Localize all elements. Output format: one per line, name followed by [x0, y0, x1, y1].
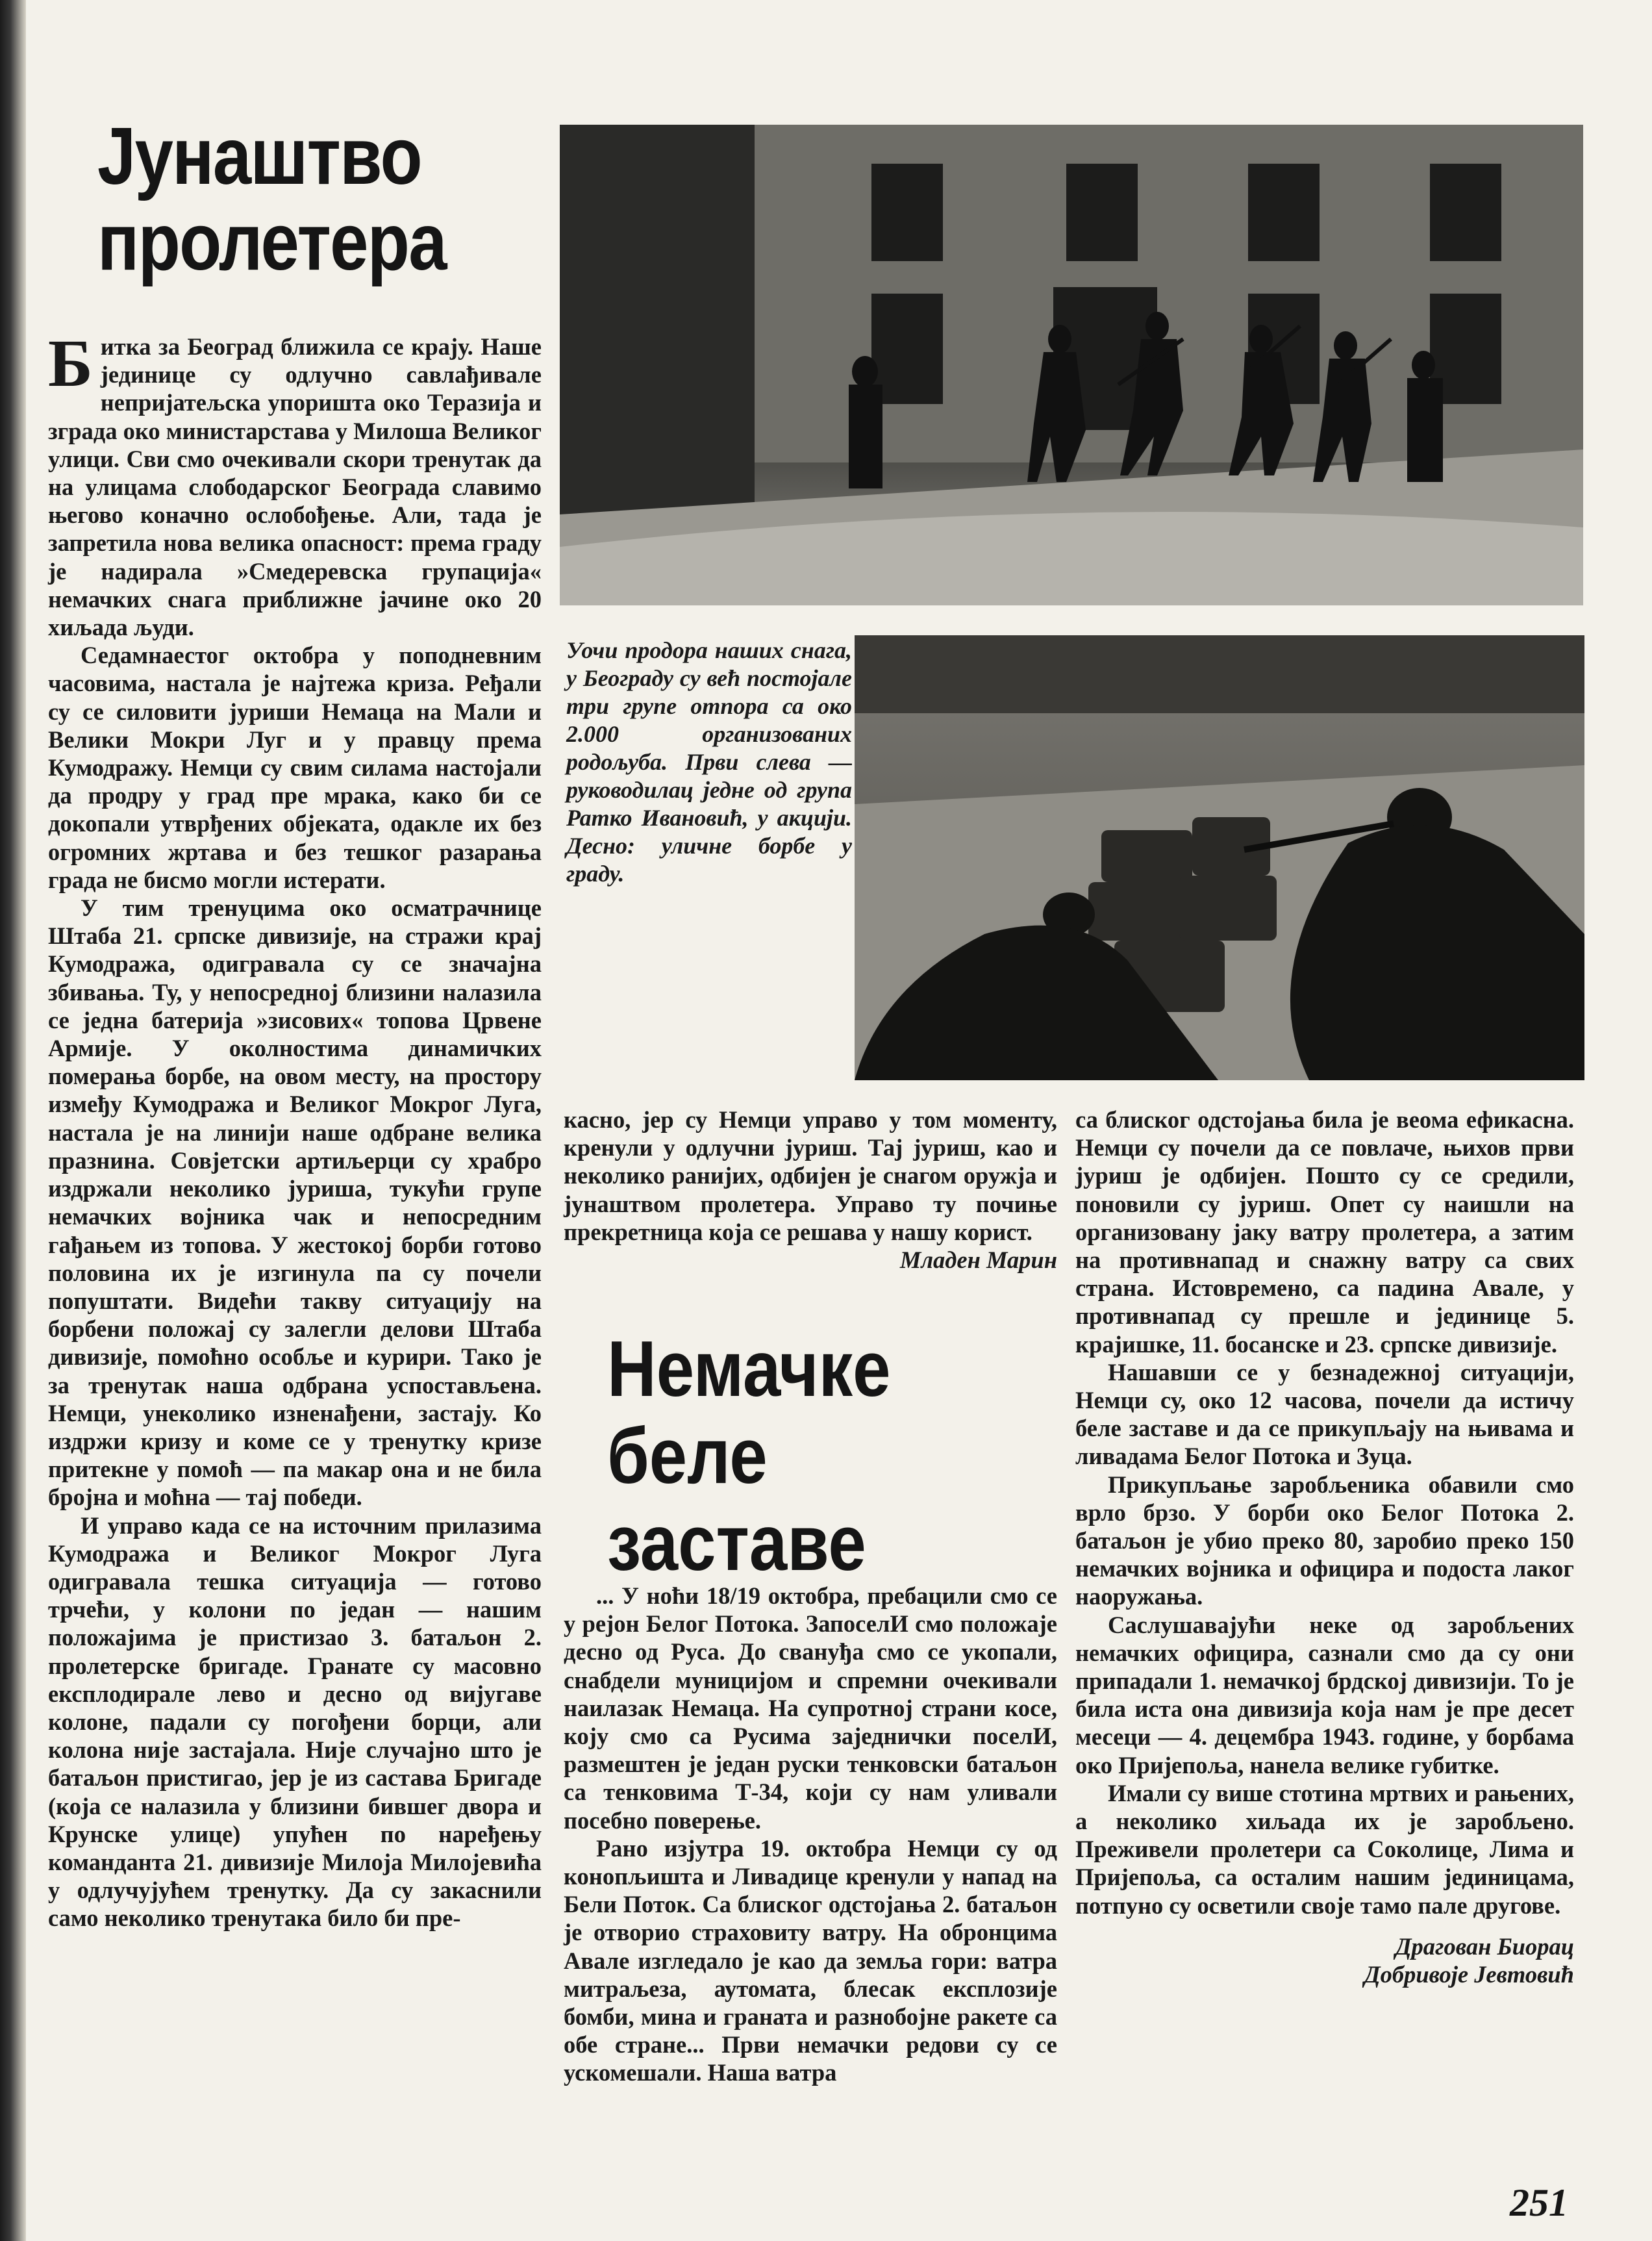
- article-column-1: [48, 326, 542, 2151]
- article-paragraph: Саслушавајући неке од заробљених немачких официра, сазнали смо да су они припадали 1. немачкој брдској дивизији. То је била иста она дивизија која нам је пре десет месеци — 4. децембра 1943. године, у борбама око Пријепоља, нанела велике губитке.: [1075, 1611, 1574, 1779]
- article-paragraph: [48, 326, 542, 641]
- title-line: заставе: [607, 1499, 866, 1587]
- article-paragraph: У тим тренуцима око осматрачнице Штаба 21. српске дивизије, на стражи крај Кумодража, одигравала су се значајна збивања. Ту, у непосредној близини налазила се једна батерија »зисових« топова Црвене Армије. У околностима динамичких померања борбе, на овом месту, на простору између Кумодража и Великог Мокрог Луга, настала је на линији наше одбране велика празнина. Совјетски артиљерци су храбро издржали неколико јуриша, тукући групе немачких војника чак и непосредним гађањем из топова. У жестокој борби готово половина их је изгинула па су почели попуштати. Видећи такву ситуацију на борбени положај су залегли делови Штаба дивизије, помоћно особље и курири. Тако је за тренутак наша одбрана успостављена. Немци, унеколико изненађени, застају. Ко издржи кризу и коме се у тренутку кризе притекне у помоћ — па макар она и не била бројна и моћна — тај победи.: [48, 894, 542, 1511]
- article-title-1: [97, 114, 499, 285]
- title-line: беле: [607, 1412, 768, 1500]
- title-line: Јунаштво: [97, 112, 421, 201]
- title-line: Немачке: [607, 1324, 891, 1413]
- author-signature: Драгован Биорац: [1395, 1932, 1574, 1960]
- article-paragraph: Прикупљање заробљеника обавили смо врло брзо. У борби око Белог Потока 2. батаљон је убио преко 80, заробио преко 150 немачких војника и официра и подоста лаког наоружања.: [1075, 1471, 1574, 1610]
- article-column-2-top: [564, 1106, 1057, 1274]
- dropcap-letter: Б: [48, 326, 93, 401]
- article-paragraph: Седамнаестог октобра у поподневним часовима, настала је најтежа криза. Ређали су се силовити јуриши Немаца на Мали и Велики Мокри Луг и у правцу према Кумодражу. Немци су свим силама настојали да продру у град пре мрака, како би се докопали утврђених објеката, одакле их без огромних жртава и без тешког разарања града не бисмо могли истерати.: [48, 642, 542, 893]
- author-signature: Добривоје Јевтовић: [1364, 1961, 1574, 1988]
- article-paragraph: И управо када се на источним прилазима Кумодража и Великог Мокрог Луга одигравала тешка ситуација — готово трчећи, у колони по један — нашим положајима је пристизао 3. батаљон 2. пролетерске бригаде. Гранате су масовно експлодирале лево и десно од вијугаве колоне, падали су погођени борци, али колона није застајала. Није случајно што је батаљон пристигао, јер је из састава Бригаде (која се налазила у близини бившег двора и Крунске улице) упућен по наређењу команданта 21. дивизије Милоја Милојевића у одлучујућем тренутку. Да су закаснили само неколико тренутака било би пре-: [48, 1512, 542, 1932]
- page-binding-shadow: [0, 0, 26, 2241]
- photo-street-fighters: [560, 125, 1583, 605]
- article-paragraph: касно, јер су Немци управо у том моменту, кренули у одлучни јуриш. Тај јуриш, као и неколико ранијих, одбијен је снагом оружја и јунаштвом пролетера. Управо ту почиње прекретница која се решава у нашу корист.: [564, 1106, 1057, 1245]
- paragraph-text: итка за Београд ближила се крају. Наше јединице су одлучно савлађивале непријатељска упоришта око Теразија и зграда око министарстава у Милоша Великог улици. Сви смо очекивали скори тренутак да на улицама слободарског Београда славимо његово коначно ослобођење. Али, тада је запретила нова велика опасност: према граду је надирала »Смедеревска групација« немачких снага приближне јачине око 20 хиљада људи.: [48, 333, 542, 641]
- photo-barricade-fighting: [855, 635, 1584, 1080]
- article-paragraph: ... У ноћи 18/19 октобра, пребацили смо се у рејон Белог Потока. ЗапоселИ смо положаје десно од Руса. До свануђа смо се укопали, снабдели муницијом и спремни очекивали наилазак Немаца. На супротној страни косе, коју смо са Русима заједнички поселИ, размештен је један руски тенковски батаљон са тенковима Т-34, који су нам уливали посебно поверење.: [564, 1582, 1057, 1834]
- page-number: 251: [1510, 2181, 1568, 2224]
- article-paragraph: Рано изјутра 19. октобра Немци су од конопљишта и Ливадице кренули у напад на Бели Поток. Са блиског одстојања 2. батаљон је отворио страховиту ватру. На обронцима Авале изгледало је као да земља гори: ватра митраљеза, аутомата, блесак експлозије бомби, мина и граната и разнобојне ракете са обе стране... Први немачки редови су се ускомешали. Наша ватра: [564, 1834, 1057, 2086]
- article-paragraph: Имали су више стотина мртвих и рањених, а неколико хиљада их је заробљено. Преживели пролетери са Соколице, Лима и Пријепоља, са осталим нашим јединицама, потпуно су осветили своје тамо пале другове.: [1075, 1779, 1574, 1919]
- article-column-2-bottom: [564, 1582, 1057, 2087]
- article-title-2: [607, 1325, 942, 1586]
- article-paragraph: Нашавши се у безнадежној ситуацији, Немци су, око 12 часова, почели да истичу беле заставе и да се прикупљају на њивама и ливадама Белог Потока и Зуца.: [1075, 1358, 1574, 1470]
- author-signature: Младен Марин: [899, 1247, 1057, 1274]
- title-line: пролетера: [97, 197, 446, 287]
- photo-caption: Уочи продора наших снага, у Београду су већ постојале три групе отпора са око 2.000 организованих родољуба. Први слева — руководилац једне од група Ратко Ивановић, у акцији. Десно: уличне борбе у граду.: [566, 637, 852, 887]
- article-paragraph: са блиског одстојања била је веома ефикасна. Немци су почели да се повлаче, њихов први јуриш је одбијен. Пошто су се средили, поновили су јуриш. Опет су наишли на организовану јаку ватру пролетера, а затим на противнапад и снажну ватру са свих страна. Истовремено, са падина Авале, у противнапад су прешле и јединице 5. крајишке, 11. босанске и 23. српске дивизије.: [1075, 1106, 1574, 1358]
- article-column-3: [1075, 1106, 1574, 1988]
